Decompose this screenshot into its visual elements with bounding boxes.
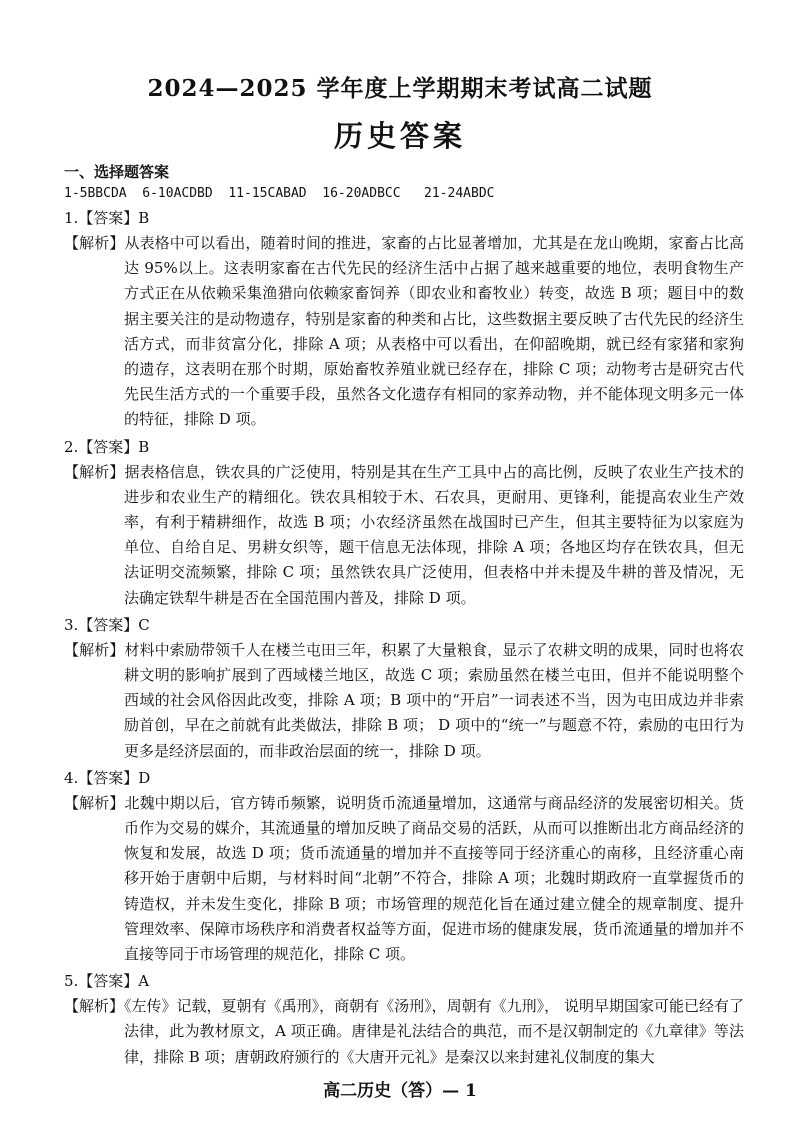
question-1-analysis: 【解析】从表格中可以看出，随着时间的推进，家畜的占比显著增加，尤其是在龙山晚期，家畜占比高达 95%以上。这表明家畜在古代先民的经济生活中占据了越来越重要的地位，表明食物生产方式正在从依赖采集渔猎向依赖家畜饲养（即农业和畜牧业）转变，故选 B 项；题目中的数据主要关注的是动物遗存，特别是家畜的种类和占比，这些数据主要反映了古代先民的经济生活方式，而非贫富分化，排除 A 项；从表格中可以看出，在仰韶晚期，就已经有家猪和家狗的遗存，这表明在那个时期，原始畜牧养殖业就已经存在，排除 C 项；动物考古是研究古代先民生活方式的一个重要手段，虽然各文化遗存有相同的家养动物，并不能体现文明多元一体的特征，排除 D 项。 bbox=[64, 234, 744, 429]
document-title: 2024—2025 学年度上学期期末考试高二试题 bbox=[147, 75, 653, 102]
question-2-analysis: 【解析】据表格信息，铁农具的广泛使用，特别是其在生产工具中占的高比例，反映了农业生产技术的进步和农业生产的精细化。铁农具相较于木、石农具，更耐用、更锋利，能提高农业生产效率，有利于精耕细作，故选 B 项；小农经济虽然在战国时已产生，但其主要特征为以家庭为单位、自给自足、男耕女织等，题干信息无法体现，排除 A 项；各地区均存在铁农具，但无法证明交流频繁，排除 C 项；虽然铁农具广泛使用，但表格中并未提及牛耕的普及情况，无法确定铁犁牛耕是否在全国范围内普及，排除 D 项。 bbox=[64, 462, 744, 607]
document-subtitle: 历史答案 bbox=[333, 119, 466, 153]
page-footer: 高二历史（答）— 1 bbox=[323, 1081, 477, 1101]
answer-explanations bbox=[64, 206, 744, 1072]
section-heading: 一、选择题答案 bbox=[64, 163, 170, 181]
question-3-answer: 3.【答案】C bbox=[64, 615, 150, 634]
question-4-analysis: 【解析】北魏中期以后，官方铸币频繁，说明货币流通量增加，这通常与商品经济的发展密切相关。货币作为交易的媒介，其流通量的增加反映了商品交易的活跃，从而可以推断出北方商品经济的恢复和发展，故选 D 项；货币流通量的增加并不直接等同于经济重心的南移，且经济重心南移开始于唐朝中后期，与材料时间“北朝”不符合，排除 A 项；北魏时期政府一直掌握货币的铸造权，并未发生变化，排除 B 项；市场管理的规范化旨在通过建立健全的规章制度、提升管理效率、保障市场秩序和消费者权益等方面，促进市场的健康发展，货币流通量的增加并不直接等同于市场管理的规范化，排除 C 项。 bbox=[64, 793, 744, 964]
question-4-answer: 4.【答案】D bbox=[64, 768, 151, 787]
question-5-analysis: 【解析】《左传》记载，夏朝有《禹刑》，商朝有《汤刑》，周朝有《九刑》， 说明早期国家可能已经有了法律，此为教材原文，A 项正确。唐律是礼法结合的典范，而不是汉朝制定的《九章律》等法律，排除 B 项；唐朝政府颁行的《大唐开元礼》是秦汉以来封建礼仪制度的集大 bbox=[64, 997, 744, 1066]
question-5-answer: 5.【答案】A bbox=[64, 972, 150, 991]
choice-answer-key: 1-5BBCDA 6-10ACDBD 11-15CABAD 16-20ADBCC 21-24ABDC bbox=[64, 186, 495, 201]
question-3-analysis: 【解析】材料中索励带领千人在楼兰屯田三年，积累了大量粮食，显示了农耕文明的成果，同时也将农耕文明的影响扩展到了西域楼兰地区，故选 C 项；索励虽然在楼兰屯田，但并不能说明整个西域的社会风俗因此改变，排除 A 项；B 项中的“开启”一词表述不当，因为屯田成边并非索励首创，早在之前就有此类做法，排除 B 项； D 项中的“统一”与题意不符，索励的屯田行为更多是经济层面的，而非政治层面的统一，排除 D 项。 bbox=[64, 640, 744, 760]
question-2-answer: 2.【答案】B bbox=[64, 437, 150, 456]
question-1-answer: 1.【答案】B bbox=[64, 209, 150, 227]
